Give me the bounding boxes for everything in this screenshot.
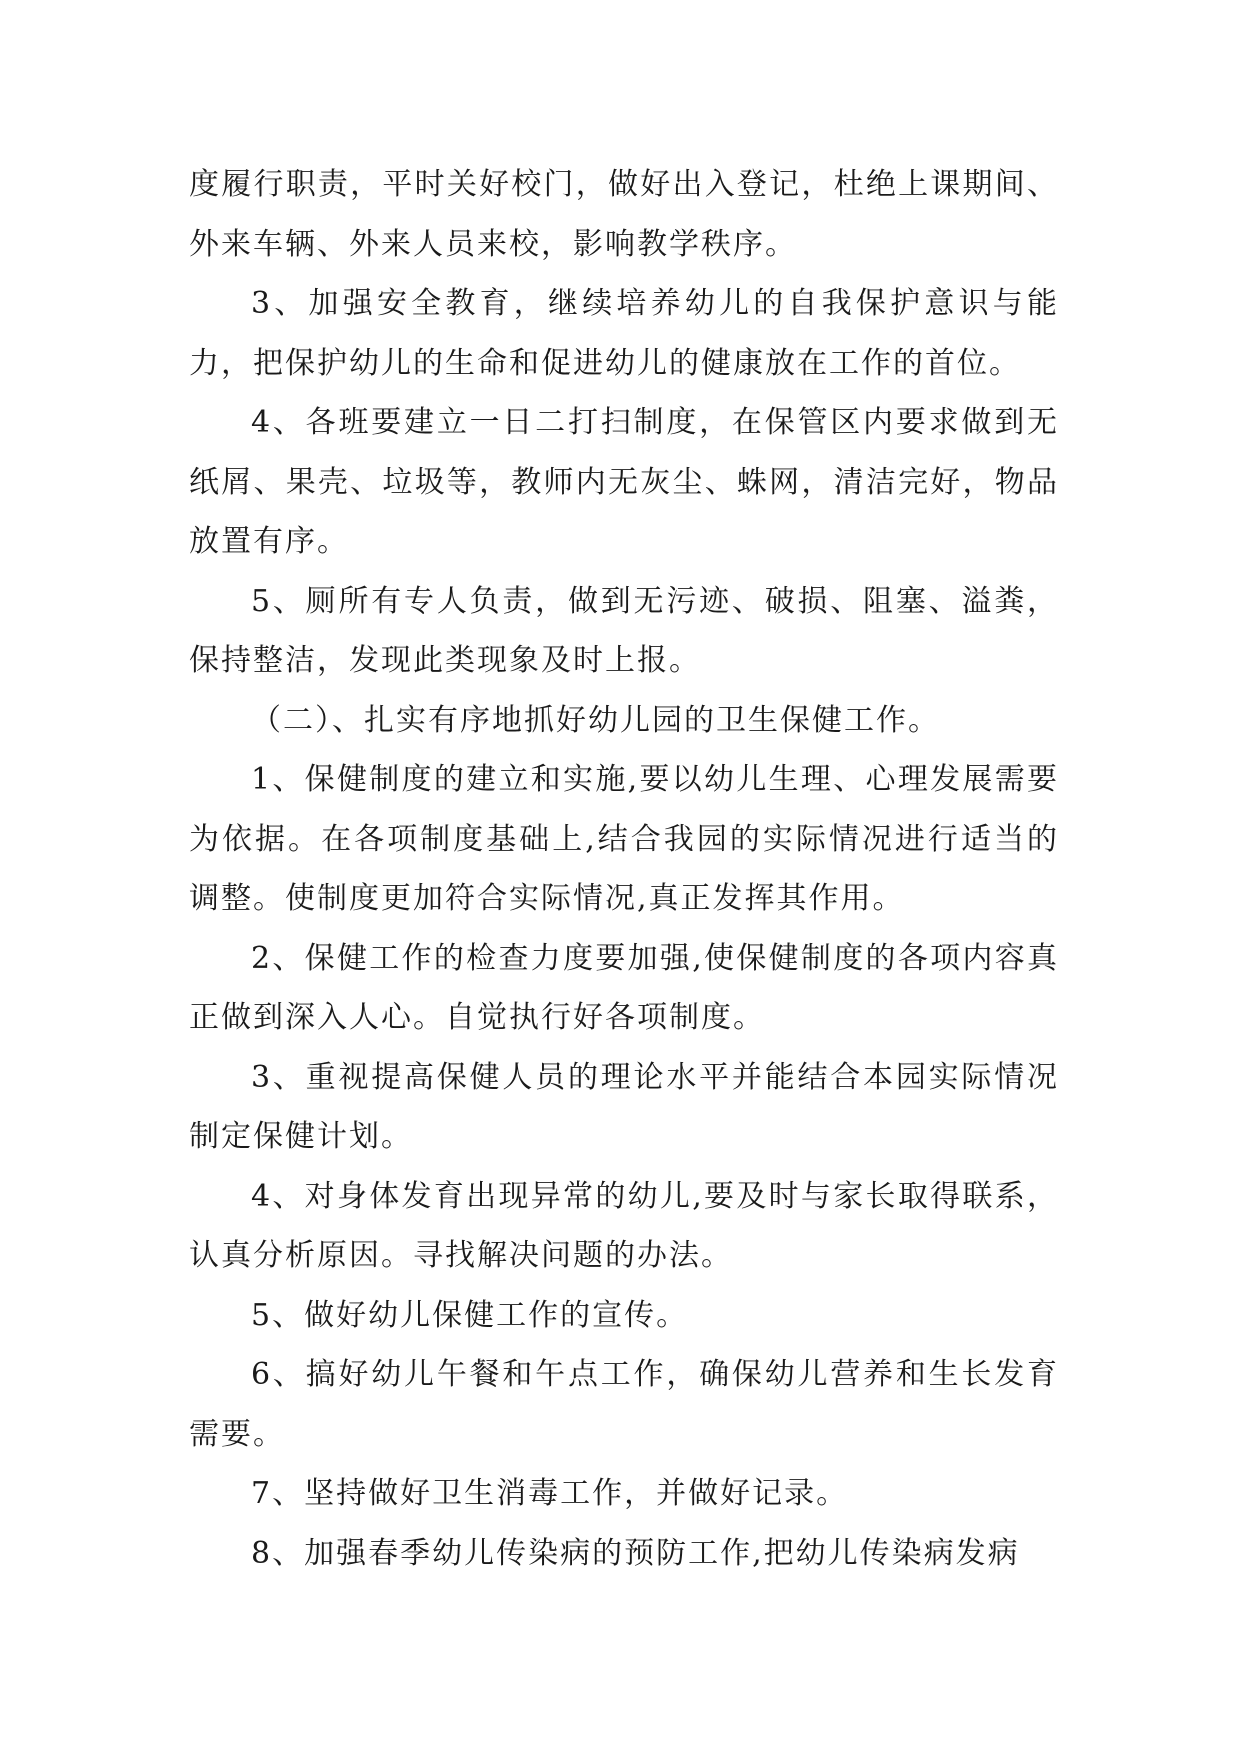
paragraph-2: 3、加强安全教育，继续培养幼儿的自我保护意识与能力，把保护幼儿的生命和促进幼儿的健康放在工作的首位。 [189, 286, 1059, 381]
paragraph-13: 8、加强春季幼儿传染病的预防工作,把幼儿传染病发病 [251, 1535, 1020, 1571]
paragraph-8: 3、重视提高保健人员的理论水平并能结合本园实际情况制定保健计划。 [189, 1059, 1059, 1154]
paragraph-3: 4、各班要建立一日二打扫制度，在保管区内要求做到无纸屑、果壳、垃圾等，教师内无灰尘、蛛网，清洁完好，物品放置有序。 [189, 405, 1059, 559]
paragraph-4: 5、厕所有专人负责，做到无污迹、破损、阻塞、溢粪，保持整洁，发现此类现象及时上报。 [189, 583, 1059, 678]
paragraph-6: 1、保健制度的建立和实施,要以幼儿生理、心理发展需要为依据。在各项制度基础上,结合我园的实际情况进行适当的调整。使制度更加符合实际情况,真正发挥其作用。 [189, 762, 1059, 916]
paragraph-1: 度履行职责，平时关好校门，做好出入登记，杜绝上课期间、外来车辆、外来人员来校，影响教学秩序。 [189, 167, 1059, 262]
document-body [189, 155, 1059, 1583]
paragraph-10: 5、做好幼儿保健工作的宣传。 [251, 1297, 689, 1333]
paragraph-11: 6、搞好幼儿午餐和午点工作，确保幼儿营养和生长发育需要。 [189, 1357, 1059, 1452]
section-heading: （二）、扎实有序地抓好幼儿园的卫生保健工作。 [251, 702, 940, 738]
paragraph-9: 4、对身体发育出现异常的幼儿,要及时与家长取得联系，认真分析原因。寻找解决问题的办法。 [189, 1178, 1059, 1273]
paragraph-12: 7、坚持做好卫生消毒工作，并做好记录。 [251, 1476, 849, 1511]
paragraph-7: 2、保健工作的检查力度要加强,使保健制度的各项内容真正做到深入人心。自觉执行好各项制度。 [189, 940, 1059, 1035]
